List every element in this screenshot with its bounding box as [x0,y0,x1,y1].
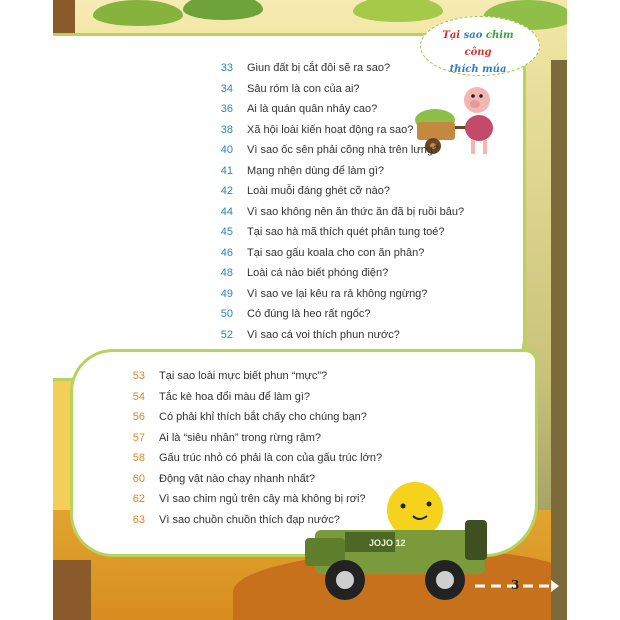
toc-title: Ai là “siêu nhân” trong rừng rậm? [159,431,322,444]
bubble-word: sao [463,30,483,41]
toc-page-number: 41 [220,164,233,177]
toc-row[interactable] [115,411,382,432]
toc-title: Mạng nhện dùng để làm gì? [247,164,384,177]
toc-page-number: 63 [132,513,145,526]
toc-title: Vì sao ốc sên phải cõng nhà trên lưng? [247,144,440,156]
toc-page-number: 60 [132,472,145,485]
toc-row[interactable] [203,267,464,288]
toc-title: Vì sao chim ngủ trên cây mà không bị rơi? [159,493,366,505]
toc-title: Vì sao ve lại kêu ra rả không ngừng? [247,287,428,300]
toc-page-number: 33 [220,62,233,74]
jeep-chick-illustration [285,480,505,610]
toc-row[interactable] [203,329,464,350]
toc-row[interactable] [203,124,464,145]
bubble-word: Tại [442,30,461,41]
toc-row[interactable] [203,206,464,227]
tree-trunk-left [53,0,75,40]
toc-row[interactable] [203,308,464,329]
toc-title: Tại sao hà mã thích quét phân tung toé? [247,226,445,238]
toc-title: Loài cá nào biết phóng điện? [247,267,389,279]
toc-page-number: 58 [132,452,145,464]
toc-row[interactable] [203,165,464,186]
toc-title: Gấu trúc nhỏ có phải là con của gấu trúc lớn? [159,452,383,464]
toc-row[interactable] [115,370,382,391]
toc-page-number: 49 [220,287,233,300]
bubble-word: công [464,47,492,58]
book-page [53,0,567,620]
toc-title: Tại sao gấu koala cho con ăn phân? [247,246,425,259]
toc-page-number: 45 [220,226,233,238]
toc-page-number: 44 [220,205,233,218]
toc-page-number: 57 [132,431,145,444]
car-plate: JOJO 12 [369,538,406,548]
toc-page-number: 54 [132,390,145,403]
toc-page-number: 42 [220,185,233,197]
page-number: 3 [511,578,520,592]
toc-row[interactable] [115,452,382,473]
toc-title: Có đúng là heo rất ngốc? [247,308,371,320]
toc-title: Vì sao không nên ăn thức ăn đã bị ruồi bâu? [247,205,465,218]
toc-page-number: 38 [220,123,233,136]
toc-page-number: 56 [132,411,145,423]
bubble-word: chim [485,30,514,41]
toc-row[interactable] [115,391,382,412]
toc-title: Giun đất bị cắt đôi sẽ ra sao? [247,62,391,74]
toc-title: Có phải khỉ thích bắt chấy cho chúng bạn? [159,411,367,423]
toc-page-number: 50 [220,308,233,320]
toc-row[interactable] [203,288,464,309]
toc-row[interactable] [203,247,464,268]
toc-page-number: 62 [132,493,145,505]
toc-title: Ai là quán quân nhảy cao? [247,103,378,115]
toc-list-primary [203,62,464,349]
tree-trunk-bottom-left [53,560,91,620]
toc-page-number: 34 [220,82,233,95]
toc-title: Động vật nào chạy nhanh nhất? [159,472,315,485]
toc-row[interactable] [203,185,464,206]
toc-page-number: 36 [220,103,233,115]
toc-row[interactable] [203,144,464,165]
toc-page-number: 40 [220,144,233,156]
toc-title: Tại sao loài mực biết phun “mực”? [159,370,328,382]
toc-row[interactable] [203,83,464,104]
leaf-cluster [93,0,183,26]
toc-title: Vì sao cá voi thích phun nước? [247,328,400,341]
leaf-cluster [353,0,443,22]
toc-title: Xã hội loài kiến hoạt động ra sao? [247,123,414,136]
toc-page-number: 48 [220,267,233,279]
toc-row[interactable] [203,226,464,247]
toc-title: Tắc kè hoa đổi màu để làm gì? [159,390,311,403]
toc-page-number: 52 [220,328,233,341]
toc-page-number: 53 [132,370,145,382]
toc-row[interactable] [203,103,464,124]
toc-title: Vì sao chuồn chuồn thích đạp nước? [159,513,340,526]
leaf-cluster [183,0,263,20]
toc-row[interactable] [203,62,464,83]
bubble-word: thích múa [449,64,507,75]
toc-title: Loài muỗi đáng ghét cỡ nào? [247,185,390,197]
toc-page-number: 46 [220,246,233,259]
toc-row[interactable] [115,432,382,453]
tree-trunk-right [551,60,567,620]
toc-title: Sâu róm là con của ai? [247,82,360,95]
